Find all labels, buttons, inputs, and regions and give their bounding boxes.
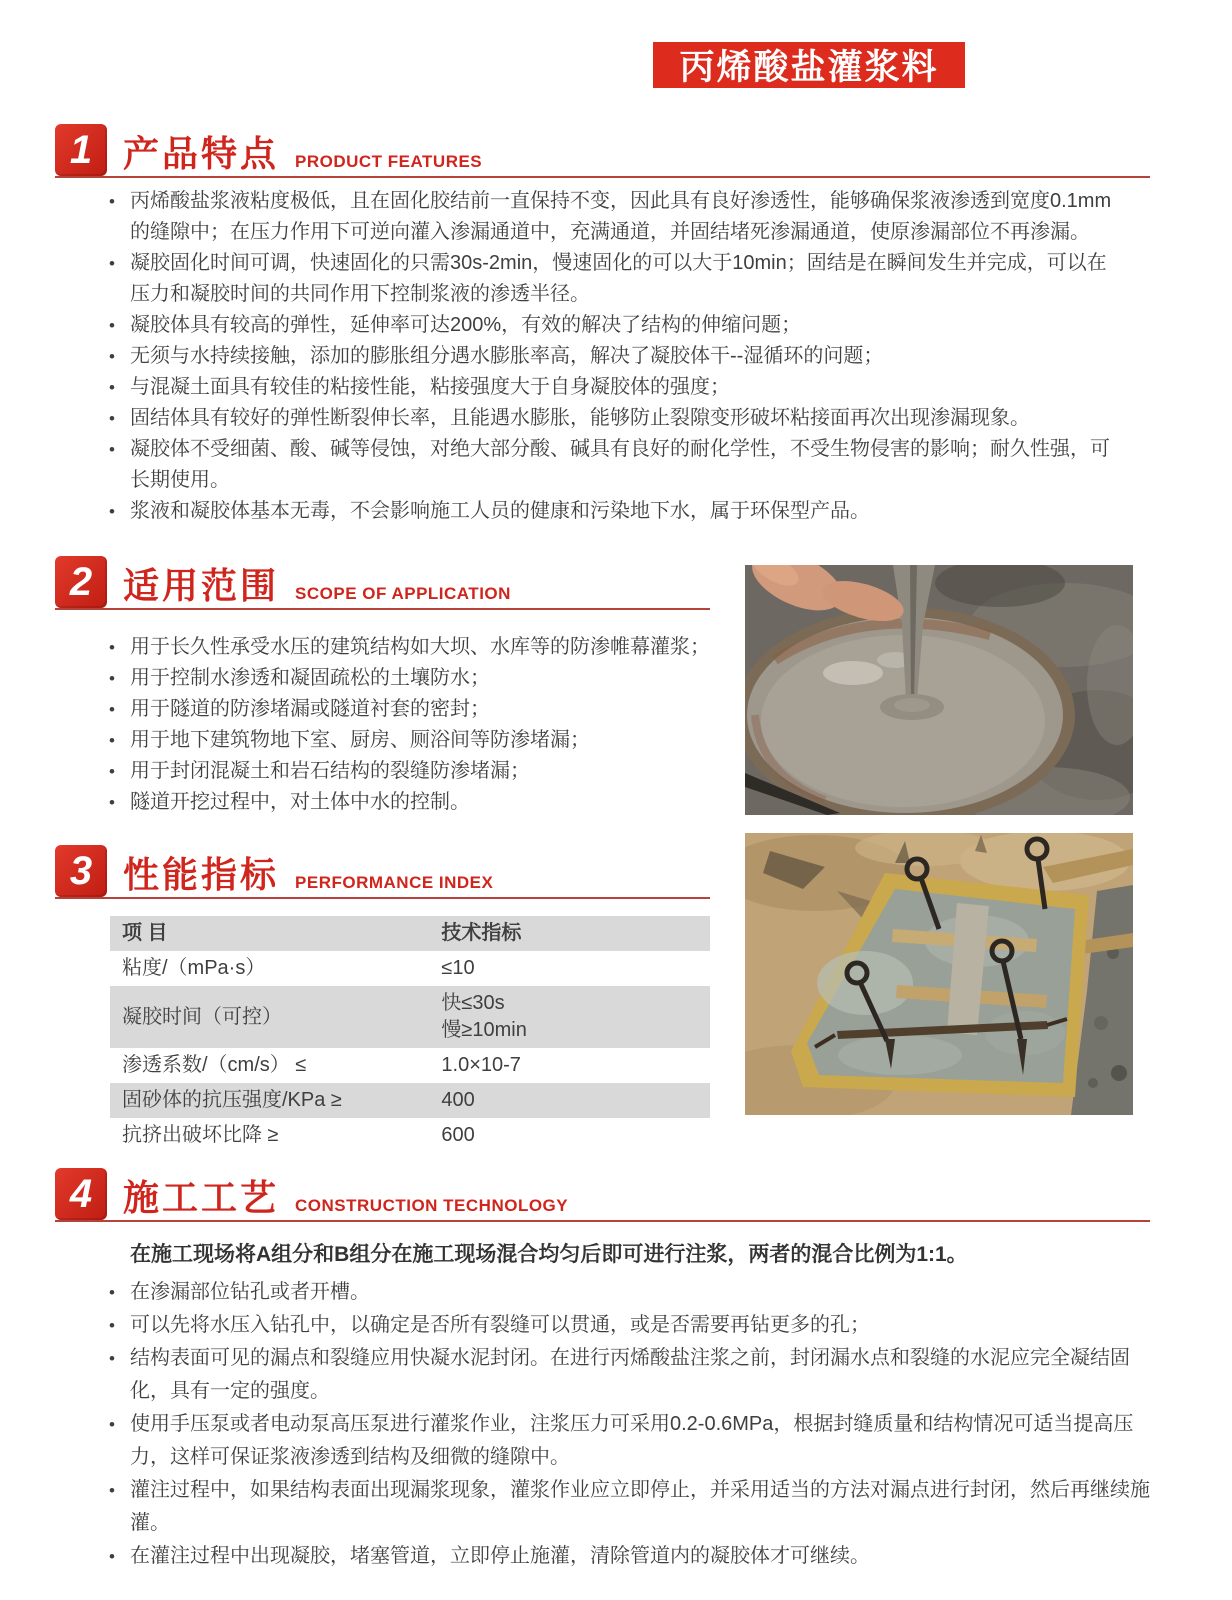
performance-index-table xyxy=(110,916,710,1153)
table-cell-item: 抗挤出破坏比降 ≥ xyxy=(122,1124,279,1146)
list-item: • 隧道开挖过程中，对土体中水的控制。 xyxy=(103,787,723,818)
section-3-header xyxy=(55,845,710,899)
formwork-grouting-photo xyxy=(745,833,1133,1115)
list-item: • 凝胶固化时间可调，快速固化的只需30s-2min，慢速固化的可以大于10min；固结是在瞬间发生并完成，可以在压力和凝胶时间的共同作用下控制浆液的渗透半径。 xyxy=(103,248,1118,310)
list-item: • 凝胶体不受细菌、酸、碱等侵蚀，对绝大部分酸、碱具有良好的耐化学性，不受生物侵害的影响；耐久性强，可长期使用。 xyxy=(103,434,1118,496)
list-item: • 可以先将水压入钻孔中，以确定是否所有裂缝可以贯通，或是否需要再钻更多的孔； xyxy=(103,1309,1168,1342)
table-header-row xyxy=(110,916,710,951)
section-1-header xyxy=(55,124,1150,178)
list-item: • 在灌注过程中出现凝胶，堵塞管道，立即停止施灌，清除管道内的凝胶体才可继续。 xyxy=(103,1540,1168,1573)
list-item: • 用于控制水渗透和凝固疏松的土壤防水； xyxy=(103,663,723,694)
section-title: 适用范围 xyxy=(123,565,280,606)
list-item: • 用于封闭混凝土和岩石结构的裂缝防渗堵漏； xyxy=(103,756,723,787)
section-subtitle: PRODUCT FEATURES xyxy=(295,152,483,171)
section-number-badge: 1 xyxy=(55,124,107,176)
list-item: • 与混凝土面具有较佳的粘接性能，粘接强度大于自身凝胶体的强度； xyxy=(103,372,1118,403)
value-line-fast: 快≤30s xyxy=(441,992,505,1014)
table-row xyxy=(110,1048,710,1083)
table-cell-value: 1.0×10-7 xyxy=(441,1054,521,1076)
table-row xyxy=(110,951,710,986)
table-cell-value: 400 xyxy=(441,1089,475,1111)
value-line-slow: 慢≥10min xyxy=(441,1019,527,1041)
section-number-badge: 3 xyxy=(55,845,107,897)
list-item: • 灌注过程中，如果结构表面出现漏浆现象，灌浆作业应立即停止，并采用适当的方法对漏点进行封闭，然后再继续施灌。 xyxy=(103,1474,1168,1540)
list-item: • 丙烯酸盐浆液粘度极低，且在固化胶结前一直保持不变，因此具有良好渗透性，能够确保浆液渗透到宽度0.1mm的缝隙中；在压力作用下可逆向灌入渗漏通道中，充满通道，并固结堵死渗漏通道，使原渗漏部位不再渗漏。 xyxy=(103,186,1118,248)
list-item: • 使用手压泵或者电动泵高压泵进行灌浆作业，注浆压力可采用0.2-0.6MPa，根据封缝质量和结构情况可适当提高压力，这样可保证浆液渗透到结构及细微的缝隙中。 xyxy=(103,1408,1168,1474)
list-item: • 用于隧道的防渗堵漏或隧道衬套的密封； xyxy=(103,694,723,725)
table-row xyxy=(110,1118,710,1153)
table-cell-item: 渗透系数/（cm/s） ≤ xyxy=(122,1054,307,1076)
table-row xyxy=(110,986,710,1048)
table-header-item: 项 目 xyxy=(122,922,168,944)
product-features-list xyxy=(103,186,1118,527)
list-item: • 用于长久性承受水压的建筑结构如大坝、水库等的防渗帷幕灌浆； xyxy=(103,632,723,663)
construction-intro: 在施工现场将A组分和B组分在施工现场混合均匀后即可进行注浆，两者的混合比例为1:1。 xyxy=(130,1243,968,1266)
grout-mixing-photo xyxy=(745,565,1133,815)
table-cell-value: 600 xyxy=(441,1124,475,1146)
list-item: • 用于地下建筑物地下室、厨房、厕浴间等防渗堵漏； xyxy=(103,725,723,756)
section-2-header xyxy=(55,556,710,610)
list-item: • 结构表面可见的漏点和裂缝应用快凝水泥封闭。在进行丙烯酸盐注浆之前，封闭漏水点和裂缝的水泥应完全凝结固化，具有一定的强度。 xyxy=(103,1342,1168,1408)
table-cell-value xyxy=(429,986,710,1048)
page-title: 丙烯酸盐灌浆料 xyxy=(653,42,965,88)
section-title: 产品特点 xyxy=(123,133,280,174)
list-item: • 无须与水持续接触，添加的膨胀组分遇水膨胀率高，解决了凝胶体干--湿循环的问题； xyxy=(103,341,1118,372)
table-cell-value: ≤10 xyxy=(441,957,475,979)
section-4-header xyxy=(55,1168,1150,1222)
section-number-badge: 2 xyxy=(55,556,107,608)
table-row xyxy=(110,1083,710,1118)
table-cell-item: 凝胶时间（可控） xyxy=(122,1005,282,1028)
table-header-value: 技术指标 xyxy=(441,922,522,944)
section-subtitle: SCOPE OF APPLICATION xyxy=(295,584,511,603)
list-item: • 凝胶体具有较高的弹性，延伸率可达200%，有效的解决了结构的伸缩问题； xyxy=(103,310,1118,341)
table-cell-item: 固砂体的抗压强度/KPa ≥ xyxy=(122,1089,342,1111)
section-title: 性能指标 xyxy=(123,854,280,895)
table-cell-item: 粘度/（mPa·s） xyxy=(122,957,266,979)
section-number-badge: 4 xyxy=(55,1168,107,1220)
list-item: • 浆液和凝胶体基本无毒，不会影响施工人员的健康和污染地下水，属于环保型产品。 xyxy=(103,496,1118,527)
scope-of-application-list xyxy=(103,632,723,818)
section-subtitle: PERFORMANCE INDEX xyxy=(295,873,494,892)
list-item: • 在渗漏部位钻孔或者开槽。 xyxy=(103,1276,1168,1309)
list-item: • 固结体具有较好的弹性断裂伸长率，且能遇水膨胀，能够防止裂隙变形破坏粘接面再次出现渗漏现象。 xyxy=(103,403,1118,434)
section-title: 施工工艺 xyxy=(123,1177,280,1218)
section-subtitle: CONSTRUCTION TECHNOLOGY xyxy=(295,1196,569,1215)
construction-steps-list xyxy=(103,1276,1168,1573)
